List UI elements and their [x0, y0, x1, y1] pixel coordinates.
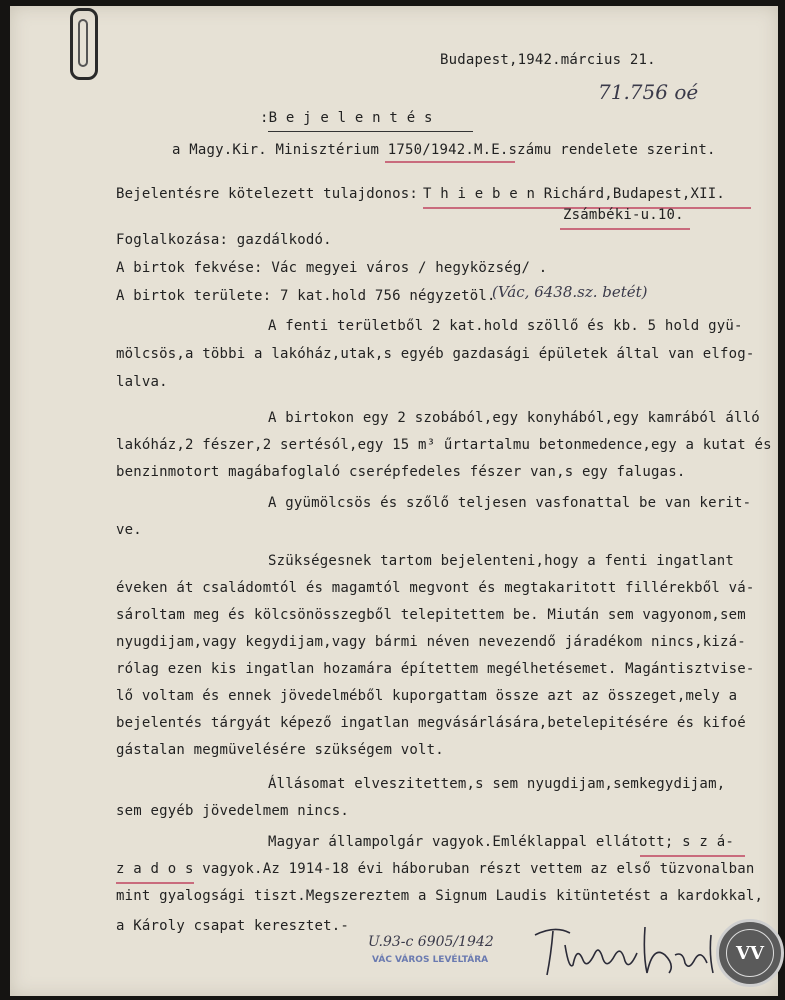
archive-stamp: VÁC VÁROS LEVÉLTÁRA [372, 955, 489, 965]
body-line: Állásomat elveszitettem,s sem nyugdijam,semkegydijam, [268, 776, 726, 792]
occupation-line: Foglalkozása: gazdálkodó. [116, 232, 332, 248]
seal-monogram: VV [726, 929, 774, 977]
body-line: lakóház,2 fészer,2 sertésól,egy 15 m³ űrtartalmu betonmedence,egy a kutat és [116, 437, 772, 453]
owner-address: Zsámbéki-u.10. [563, 207, 684, 223]
body-line: Magyar állampolgár vagyok.Emléklappal ellátott; s z á- [268, 834, 734, 850]
body-line: Szükségesnek tartom bejelenteni,hogy a fenti ingatlant [268, 553, 734, 569]
body-line: a Károly csapat keresztet.- [116, 918, 349, 934]
address-underline [560, 228, 690, 230]
rank-underline-1 [640, 855, 745, 857]
body-line: mint gyalogsági tiszt.Megszereztem a Signum Laudis kitüntetést a kardokkal, [116, 888, 764, 904]
owner-name: T h i e b e n Richárd,Budapest,XII. [423, 186, 726, 202]
body-line: bejelentés tárgyát képező ingatlan megvásárlására,betelepitésére és kifoé [116, 715, 746, 731]
body-line: nyugdijam,vagy kegydijam,vagy bármi néven nevezendő járadékom nincs,kizá- [116, 634, 746, 650]
rank-underline-2 [116, 882, 194, 884]
body-line: sároltam meg és kölcsönösszegből telepitettem be. Miután sem vagyonom,sem [116, 607, 746, 623]
area-line: A birtok területe: 7 kat.hold 756 négyzetöl. [116, 288, 496, 304]
body-line: lő voltam és ennek jövedelméből kuporgattam össze azt az összeget,mely a [116, 688, 738, 704]
body-line: benzinmotort magábafoglaló cserépfedeles fészer van,s egy falugas. [116, 464, 686, 480]
handwritten-reference-bottom: U.93-c 6905/1942 [368, 934, 494, 950]
body-line: sem egyéb jövedelmem nincs. [116, 803, 349, 819]
area-handwritten-note: (Vác, 6438.sz. betét) [492, 283, 648, 301]
title-underline [268, 131, 473, 132]
body-line: éveken át családomtól és magamtól megvont és megtakaritott fillérekből vá- [116, 580, 755, 596]
body-line: A birtokon egy 2 szobából,egy konyhából,egy kamrából álló [268, 410, 760, 426]
body-line: rólag ezen kis ingatlan hozamára építettem megélhetésemet. Magántisztvise- [116, 661, 755, 677]
place-date: Budapest,1942.március 21. [440, 52, 656, 68]
decree-underline [385, 161, 515, 163]
document-subtitle: a Magy.Kir. Minisztérium 1750/1942.M.E.számu rendelete szerint. [172, 142, 716, 158]
location-line: A birtok fekvése: Vác megyei város / hegyközség/ . [116, 260, 548, 276]
body-line: gástalan megmüvelésére szükségem volt. [116, 742, 444, 758]
owner-label: Bejelentésre kötelezett tulajdonos: [116, 186, 419, 202]
body-line: mölcsös,a többi a lakóház,utak,s egyéb gazdasági épületek által van elfog- [116, 346, 755, 362]
body-line: A gyümölcsös és szőlő teljesen vasfonattal be van kerit- [268, 495, 752, 511]
handwritten-reference-top: 71.756 oé [598, 80, 699, 104]
paper-clip [70, 8, 98, 80]
body-line: A fenti területből 2 kat.hold szöllő és kb. 5 hold gyü- [268, 318, 743, 334]
body-line: z a d o s vagyok.Az 1914-18 évi háboruban részt vettem az első tüzvonalban [116, 861, 755, 877]
body-line: ve. [116, 522, 142, 538]
signature [525, 915, 725, 985]
document-title: :B e j e l e n t é s [260, 110, 433, 126]
body-line: lalva. [116, 374, 168, 390]
archive-seal [716, 919, 784, 987]
